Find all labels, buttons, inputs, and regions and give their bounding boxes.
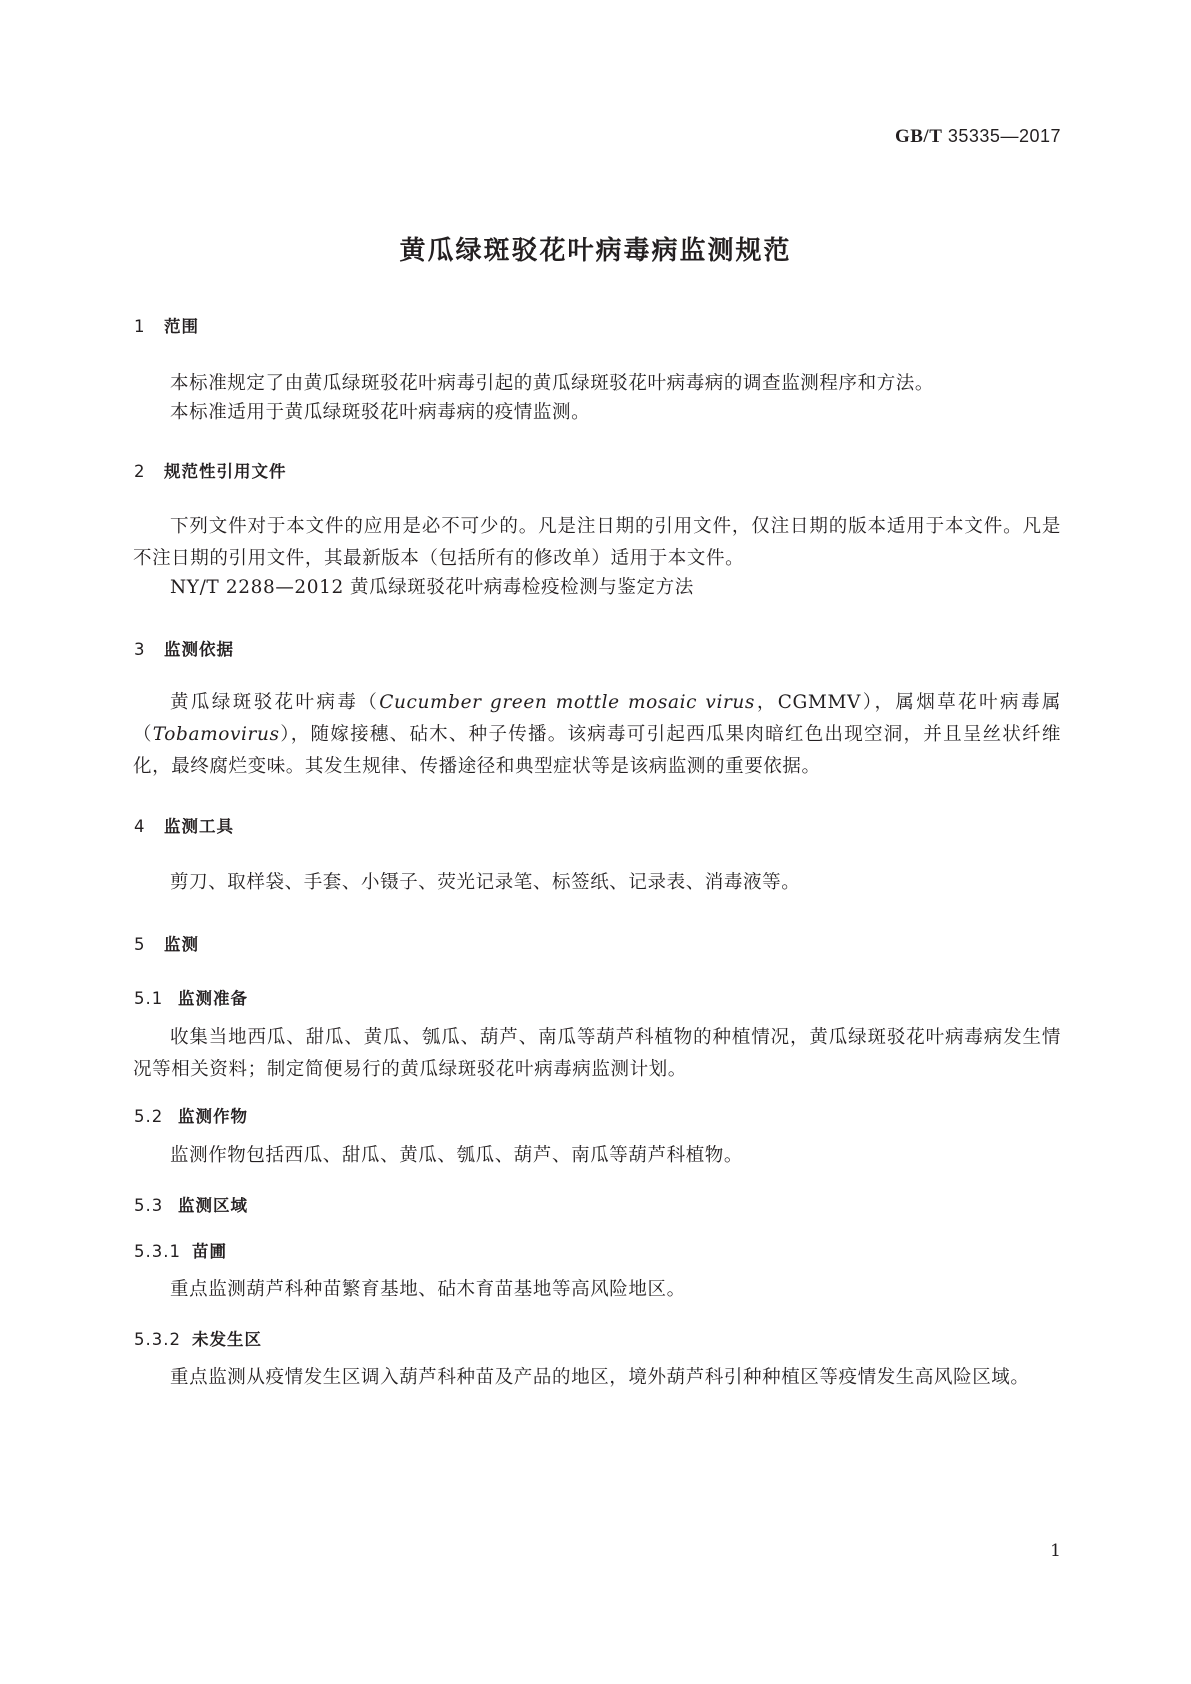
section-4-heading <box>134 813 234 837</box>
page-number: 1 <box>1050 1541 1061 1561</box>
text-run: ），随嫁接穗、砧木、种子传播。该病毒可引起西瓜果肉暗红色出现空洞，并且呈丝状纤维化，最终腐烂变味。其发生规律、传播途径和典型症状等是该病监测的重要依据。 <box>133 724 1061 777</box>
normative-reference <box>170 572 694 604</box>
section-number: 5.3.2 <box>134 1330 181 1349</box>
reference-code: NY/T 2288—2012 <box>170 577 344 598</box>
section-5-2-heading <box>134 1103 248 1127</box>
section-5-3-1-paragraph-1: 重点监测葫芦科种苗繁育基地、砧木育苗基地等高风险地区。 <box>170 1279 686 1300</box>
section-1-heading <box>134 313 199 337</box>
section-5-3-heading <box>134 1192 248 1216</box>
section-number: 1 <box>134 317 146 336</box>
section-5-1-heading <box>134 985 248 1009</box>
section-title: 监测作物 <box>178 1107 248 1126</box>
standard-code: 35335—2017 <box>947 126 1061 146</box>
genus-latin-name: Tobamovirus <box>152 724 280 745</box>
section-title: 监测准备 <box>178 989 248 1008</box>
section-title: 监测工具 <box>164 817 234 836</box>
section-number: 5.3.1 <box>134 1242 181 1261</box>
section-5-3-1-heading <box>134 1238 227 1262</box>
section-1-paragraph-1: 本标准规定了由黄瓜绿斑驳花叶病毒引起的黄瓜绿斑驳花叶病毒病的调查监测程序和方法。 <box>170 373 935 394</box>
section-5-3-2-paragraph-1: 重点监测从疫情发生区调入葫芦科种苗及产品的地区，境外葫芦科引种种植区等疫情发生高风险区域。 <box>170 1367 1030 1388</box>
section-1-paragraph-2: 本标准适用于黄瓜绿斑驳花叶病毒病的疫情监测。 <box>170 402 591 423</box>
section-3-paragraph-1 <box>133 687 1061 783</box>
section-number: 5 <box>134 935 146 954</box>
text-run: 黄瓜绿斑驳花叶病毒（ <box>170 692 380 713</box>
section-title: 监测区域 <box>178 1196 248 1215</box>
virus-latin-name: Cucumber green mottle mosaic virus <box>379 692 756 713</box>
section-5-heading <box>134 931 199 955</box>
document-title: 黄瓜绿斑驳花叶病毒病监测规范 <box>399 236 792 266</box>
section-5-1-paragraph-1: 收集当地西瓜、甜瓜、黄瓜、瓠瓜、葫芦、南瓜等葫芦科植物的种植情况，黄瓜绿斑驳花叶病毒病发生情况等相关资料；制定简便易行的黄瓜绿斑驳花叶病毒病监测计划。 <box>133 1027 1061 1080</box>
section-title: 苗圃 <box>192 1242 227 1261</box>
section-number: 5.3 <box>134 1196 164 1215</box>
section-title: 监测依据 <box>164 640 234 659</box>
section-number: 3 <box>134 640 146 659</box>
reference-title: 黄瓜绿斑驳花叶病毒检疫检测与鉴定方法 <box>350 577 694 598</box>
section-4-paragraph-1: 剪刀、取样袋、手套、小镊子、荧光记录笔、标签纸、记录表、消毒液等。 <box>170 872 801 893</box>
section-number: 5.2 <box>134 1107 164 1126</box>
section-number: 2 <box>134 462 146 481</box>
standard-number <box>895 126 1061 148</box>
section-number: 4 <box>134 817 146 836</box>
standard-prefix: GB/T <box>894 126 943 147</box>
section-5-2-paragraph-1: 监测作物包括西瓜、甜瓜、黄瓜、瓠瓜、葫芦、南瓜等葫芦科植物。 <box>170 1145 744 1166</box>
section-5-3-2-heading <box>134 1326 262 1350</box>
section-title: 监测 <box>164 935 199 954</box>
section-title: 未发生区 <box>192 1330 262 1349</box>
section-number: 5.1 <box>134 989 164 1008</box>
section-2-heading <box>134 458 287 482</box>
text-run: ，CGMMV），属烟草花叶病毒属（ <box>133 692 1061 745</box>
section-title: 范围 <box>164 317 199 336</box>
section-3-heading <box>134 636 234 660</box>
section-2-paragraph-1: 下列文件对于本文件的应用是必不可少的。凡是注日期的引用文件，仅注日期的版本适用于本文件。凡是不注日期的引用文件，其最新版本（包括所有的修改单）适用于本文件。 <box>133 516 1061 569</box>
section-title: 规范性引用文件 <box>164 462 287 481</box>
